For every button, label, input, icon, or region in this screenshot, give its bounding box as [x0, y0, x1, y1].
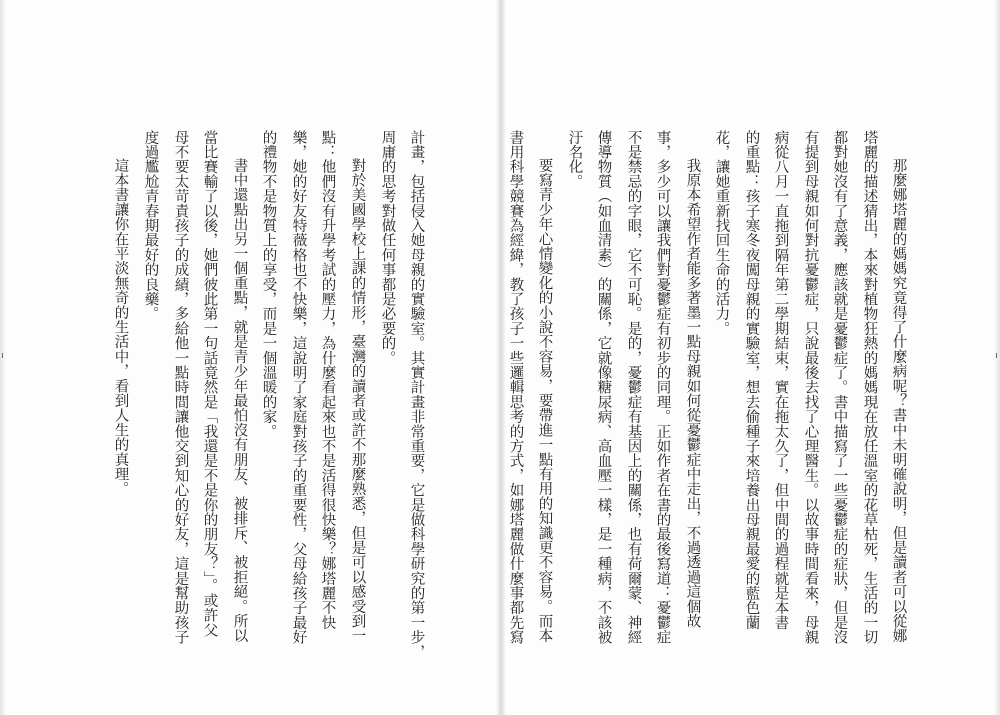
text-column: 樂，她的好友特薇格也不快樂，這說明了家庭對孩子的重要性，父母給孩子最好: [290, 130, 307, 645]
text-column: 對於美國學校上課的情形，臺灣的讀者或許不那麼熟悉，但是可以感受到一: [349, 158, 366, 644]
text-column: 花，讓她重新找回生命的活力。: [713, 130, 730, 336]
text-column: 不是禁忌的字眼，它不可恥。是的，憂鬱症有基因上的關係，也有荷爾蒙、神經: [625, 130, 642, 645]
text-column: 的禮物不是物質上的享受，而是一個溫暖的家。: [260, 130, 277, 439]
text-column: 當比賽輸了以後，她們彼此第一句話竟然是「我還是不是你的朋友？」。或許父: [201, 130, 218, 638]
text-column: 書用科學競賽為經緯，教了孩子一些邏輯思考的方式，如娜塔麗做什麼事都先寫: [507, 130, 524, 645]
text-column: 都對她沒有了意義，應該就是憂鬱症了。書中描寫了一些憂鬱症的症狀，但是沒: [831, 130, 848, 645]
text-column: 傳導物質（如血清素）的關係，它就像糖尿病、高血壓一樣，是一種病，不該被: [595, 130, 612, 645]
text-column: 有提到母親如何對抗憂鬱症，只說最後去找了心理醫生。以故事時間看來，母親: [802, 130, 819, 645]
text-column: 要寫青少年心情變化的小說不容易，要帶進一點有用的知識更不容易。而本: [536, 158, 553, 644]
text-column: 汙名化。: [566, 130, 583, 189]
text-column: 點：他們沒有升學考試的壓力，為什麼看起來也不是活得很快樂？娜塔麗不快: [319, 130, 336, 630]
text-column: 計畫，包括侵入她母親的實驗室。其實計畫非常重要，它是做科學研究的第一步，: [408, 130, 425, 660]
text-column: 書中還點出另一個重點，就是青少年最怕沒有朋友、被排斥、被拒絕。所以: [231, 158, 248, 644]
text-column: 那麼娜塔麗的媽媽究竟得了什麼病呢？書中未明確說明，但是讀者可以從娜: [890, 158, 907, 644]
book-gutter: [496, 0, 506, 715]
text-column: 這本書讓你在平淡無奇的生活中，看到人生的真理。: [112, 158, 129, 497]
text-column: 塔麗的描述猜出，本來對植物狂熱的媽媽現在放任溫室的花草枯死，生活的一切: [861, 130, 878, 645]
text-column: 病從八月一直拖到隔年第二學期結束，實在拖太久了，但中間的過程就是本書: [772, 130, 789, 630]
text-column: 母不要太苛責孩子的成績，多給他一點時間讓他交到知心的好友，這是幫助孩子: [172, 130, 189, 645]
text-column: 我原本希望作者能多著墨一點母親如何從憂鬱症中走出，不過透過這個故: [684, 158, 701, 629]
text-column: 周庸的思考對做任何事都是必要的。: [379, 130, 396, 366]
left-page: [0, 0, 496, 715]
text-column: 事，多少可以讓我們對憂鬱症有初步的同理。正如作者在書的最後寫道：憂鬱症: [654, 130, 671, 645]
right-page: [506, 0, 1000, 715]
text-column: 度過尷尬青春期最好的良藥。: [142, 130, 159, 322]
text-column: 的重點：孩子寒冬夜闖母親的實驗室，想去偷種子來培養出母親最愛的藍色蘭: [743, 130, 760, 630]
